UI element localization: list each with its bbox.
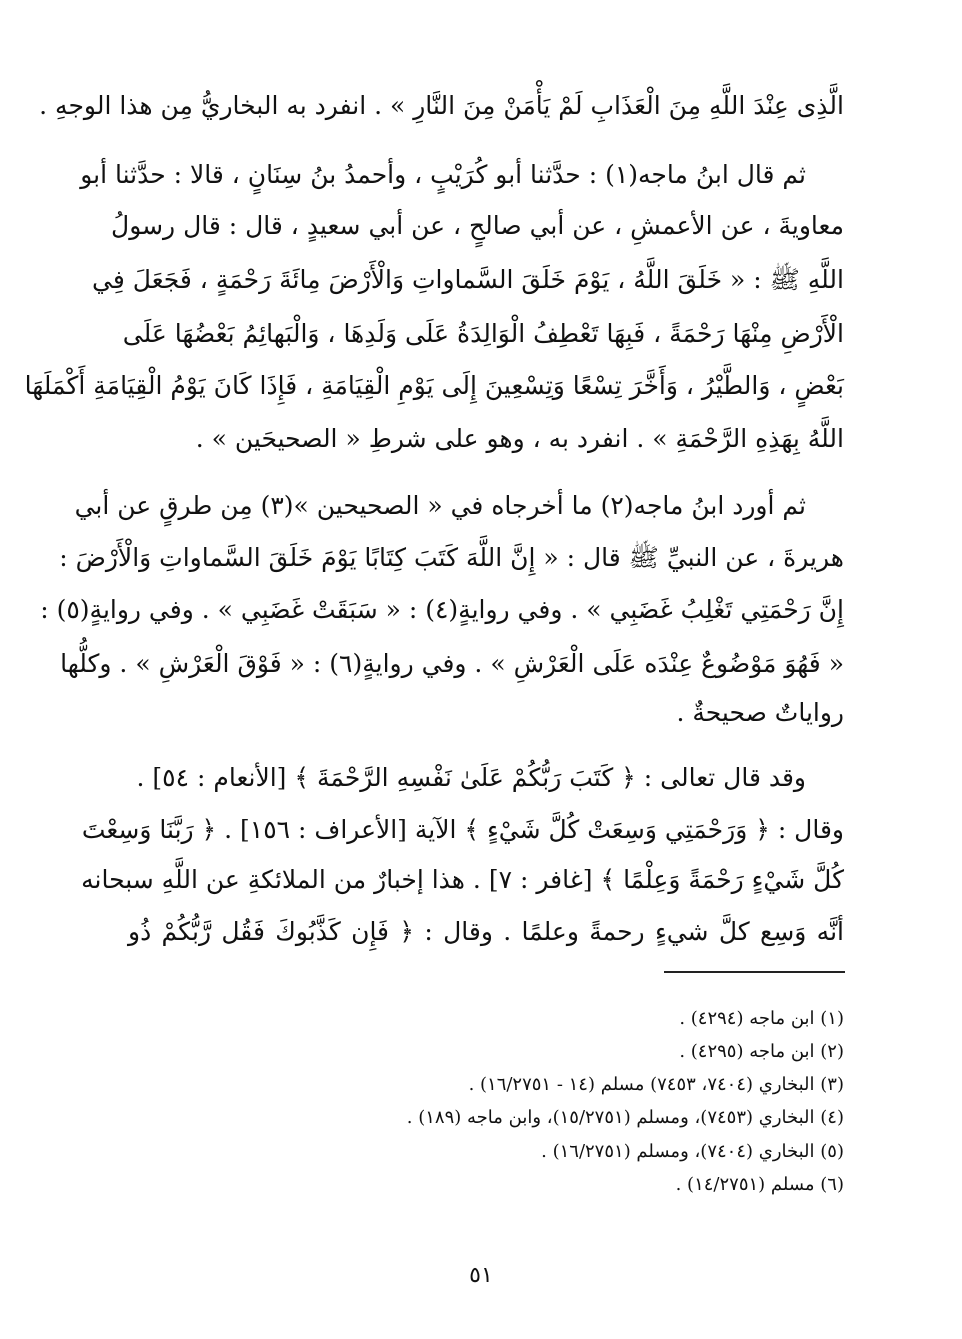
text-line-3: معاويةَ ، عن الأعمشِ ، عن أبي صالحٍ ، عن أبي سعيدٍ ، قال : قال رسولُ [111, 211, 844, 240]
text-line-5: الْأَرْضِ مِنْهَا رَحْمَةً ، فَبِهَا تَعْطِفُ الْوَالِدَةُ عَلَى وَلَدِهَا ، وَالْبَهائِمُ بَعْضُهَا عَلَى [122, 319, 844, 348]
text-line-14: وقال : ﴿ وَرَحْمَتِي وَسِعَتْ كُلَّ شَيْءٍ ﴾ الآية [الأعراف : ١٥٦] . ﴿ رَبَّنَا وَسِعْتَ [81, 815, 844, 844]
text-line-1: الَّذِى عِنْدَ اللَّهِ مِنَ الْعَذَابِ لَمْ يَأْمَنْ مِنَ النَّارِ » . انفرد به البخاريُّ مِن هذا الوجهِ . [39, 91, 844, 120]
page-number: ٥١ [469, 1263, 493, 1288]
text-line-2: ثم قال ابنُ ماجه(١) : حدَّثنا أبو كُرَيْبٍ ، وأحمدُ بنُ سِنَانٍ ، قالا : حدَّثنا أبو [80, 160, 806, 189]
text-line-11: « فَهُوَ مَوْضُوعٌ عِنْدَه عَلَى الْعَرْشِ » . وفي روايةٍ(٦) : « فَوْقَ الْعَرْشِ » . وكلُّها [60, 649, 844, 678]
text-line-7: اللَّهُ بِهَذِهِ الرَّحْمَةِ » . انفرد به ، وهو على شرطِ « الصحيحَين » . [195, 424, 844, 453]
text-line-8: ثم أورد ابنُ ماجه(٢) ما أخرجاه في « الصحيحين »(٣) مِن طرقٍ عن أبي [74, 491, 806, 520]
footnote-4: (٤) البخاري (٧٤٥٣)، ومسلم (١٥/٢٧٥١)، وابن ماجه (١٨٩) . [406, 1107, 844, 1128]
text-line-12: رواياتٌ صحيحةٌ . [676, 698, 844, 727]
footnote-6: (٦) مسلم (١٤/٢٧٥١) . [675, 1174, 844, 1195]
footnote-2: (٢) ابن ماجه (٤٢٩٥) . [679, 1041, 844, 1062]
text-line-10: إِنَّ رَحْمَتِي تَغْلِبُ غَضَبِي » . وفي روايةٍ(٤) : « سَبَقَتْ غَضَبِي » . وفي روايةٍ(٥) : [40, 595, 844, 624]
text-line-13: وقد قال تعالى : ﴿ كَتَبَ رَبُّكُمْ عَلَىٰ نَفْسِهِ الرَّحْمَةَ ﴾ [الأنعام : ٥٤] . [136, 763, 806, 792]
text-line-9: هريرةَ ، عن النبيِّ ﷺ قال : « إِنَّ اللَّهَ كَتَبَ كِتَابًا يَوْمَ خَلَقَ السَّماواتِ وَالْأَرْضَ : [59, 543, 844, 572]
text-line-6: بَعْضٍ ، وَالطَّيْرُ ، وَأَخَّرَ تِسْعًا وَتِسْعِينَ إِلَى يَوْمِ الْقِيَامَةِ ، فَإِذَا كَانَ يَوْمُ الْقِيَامَةِ أَكْمَلَهَا [24, 371, 844, 400]
text-line-16: أنَّه وَسِع كلَّ شيءٍ رحمةً وعلمًا . وقال : ﴿ فَإِن كَذَّبُوكَ فَقُل رَّبُّكُمْ ذُو [128, 917, 844, 946]
footnote-3: (٣) البخاري (٧٤٠٤، ٧٤٥٣) مسلم (١٤ - ١٦/٢٧٥١) . [468, 1074, 844, 1095]
footnote-separator [664, 971, 845, 973]
footnote-1: (١) ابن ماجه (٤٢٩٤) . [679, 1008, 844, 1029]
text-line-15: كُلَّ شَيْءٍ رَحْمَةً وَعِلْمًا ﴾ [غافر : ٧] . هذا إخبارٌ من الملائكةِ عن اللَّهِ سبحانه [81, 865, 844, 894]
footnote-5: (٥) البخاري (٧٤٠٤)، ومسلم (١٦/٢٧٥١) . [541, 1141, 844, 1162]
text-line-4: اللَّهِ ﷺ : « خَلَقَ اللَّهُ ، يَوْمَ خَلَقَ السَّماواتِ وَالْأَرْضَ مِائَةَ رَحْمَةٍ ، فَجَعَلَ فِي [92, 265, 844, 294]
